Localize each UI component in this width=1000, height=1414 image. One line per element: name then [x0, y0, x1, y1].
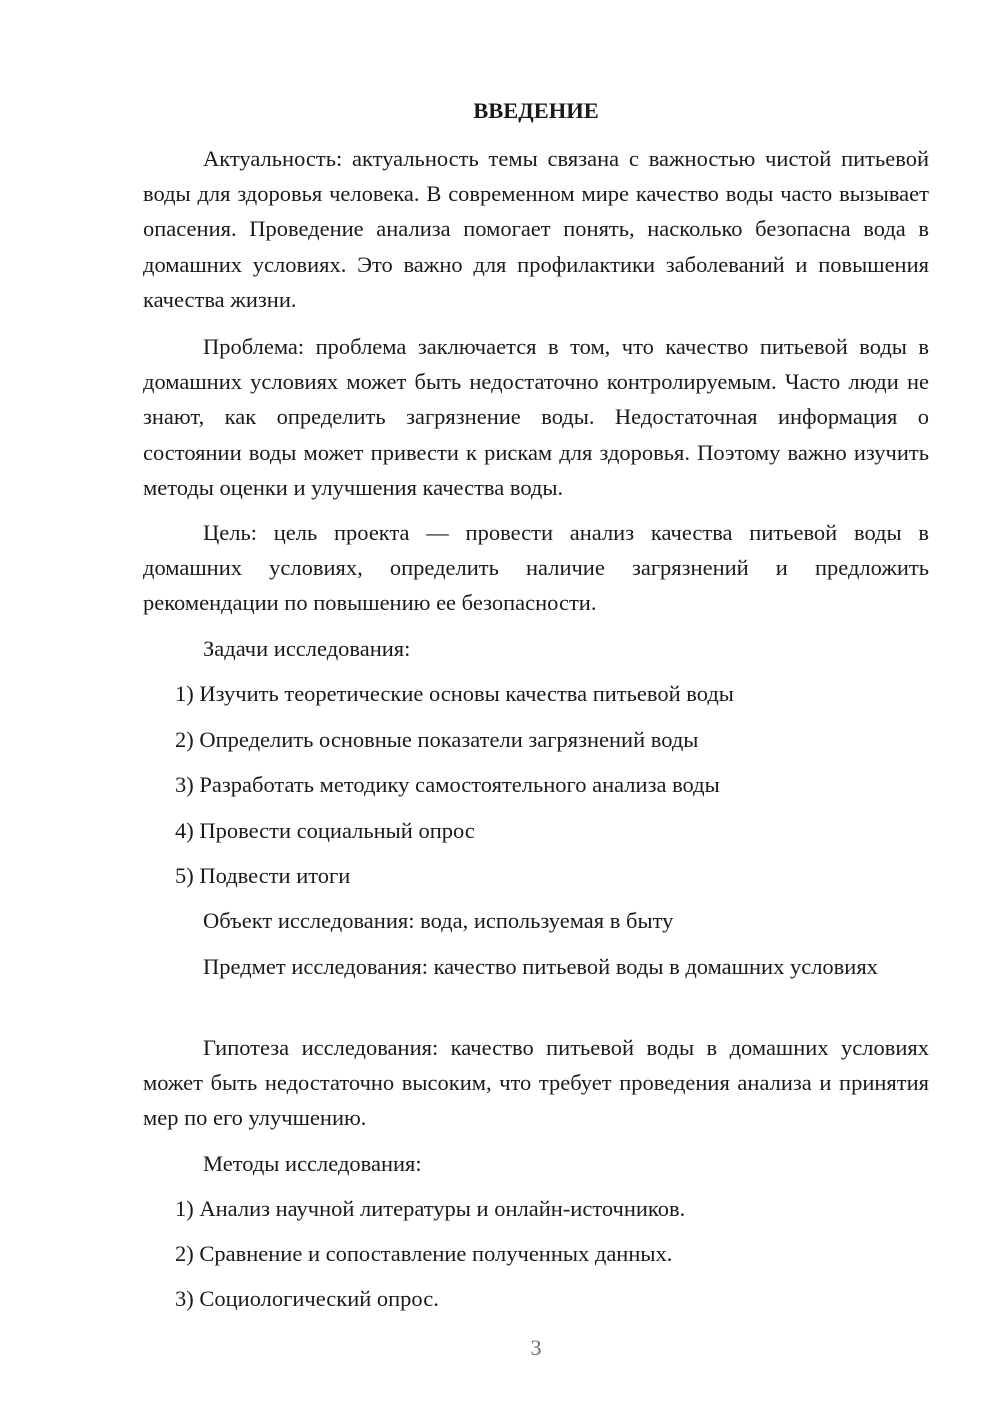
page-number: 3: [530, 1335, 542, 1360]
research-subject: Предмет исследования: качество питьевой воды в домашних условиях: [203, 954, 878, 979]
method-item: 3) Социологический опрос.: [175, 1286, 439, 1311]
document-page: [143, 0, 929, 1414]
relevance-paragraph: Актуальность: актуальность темы связана с важностью чистой питьевой воды для здоровья человека. В современном мире качество воды часто вызывает опасения. Проведение анализа помогает понять, насколько безопасна вода в домашних условиях. Это важно для профилактики заболеваний и повышения качества жизни.: [143, 146, 929, 312]
task-item: 5) Подвести итоги: [175, 863, 351, 888]
methods-heading: Методы исследования:: [203, 1151, 422, 1176]
section-title: ВВЕДЕНИЕ: [473, 98, 599, 123]
task-item: 3) Разработать методику самостоятельного анализа воды: [175, 772, 720, 797]
goal-paragraph: Цель: цель проекта — провести анализ качества питьевой воды в домашних условиях, определить наличие загрязнений и предложить рекомендации по повышению ее безопасности.: [143, 520, 929, 616]
tasks-heading: Задачи исследования:: [203, 636, 411, 661]
research-object: Объект исследования: вода, используемая в быту: [203, 908, 674, 933]
task-item: 4) Провести социальный опрос: [175, 818, 475, 843]
method-item: 1) Анализ научной литературы и онлайн-источников.: [175, 1196, 686, 1221]
task-item: 2) Определить основные показатели загрязнений воды: [175, 727, 699, 752]
task-item: 1) Изучить теоретические основы качества питьевой воды: [175, 681, 734, 706]
hypothesis-paragraph: Гипотеза исследования: качество питьевой воды в домашних условиях может быть недостаточно высоким, что требует проведения анализа и принятия мер по его улучшению.: [143, 1035, 929, 1131]
problem-paragraph: Проблема: проблема заключается в том, что качество питьевой воды в домашних условиях может быть недостаточно контролируемым. Часто люди не знают, как определить загрязнение воды. Недостаточная информация о состоянии воды может привести к рискам для здоровья. Поэтому важно изучить методы оценки и улучшения качества воды.: [143, 334, 929, 500]
method-item: 2) Сравнение и сопоставление полученных данных.: [175, 1241, 673, 1266]
